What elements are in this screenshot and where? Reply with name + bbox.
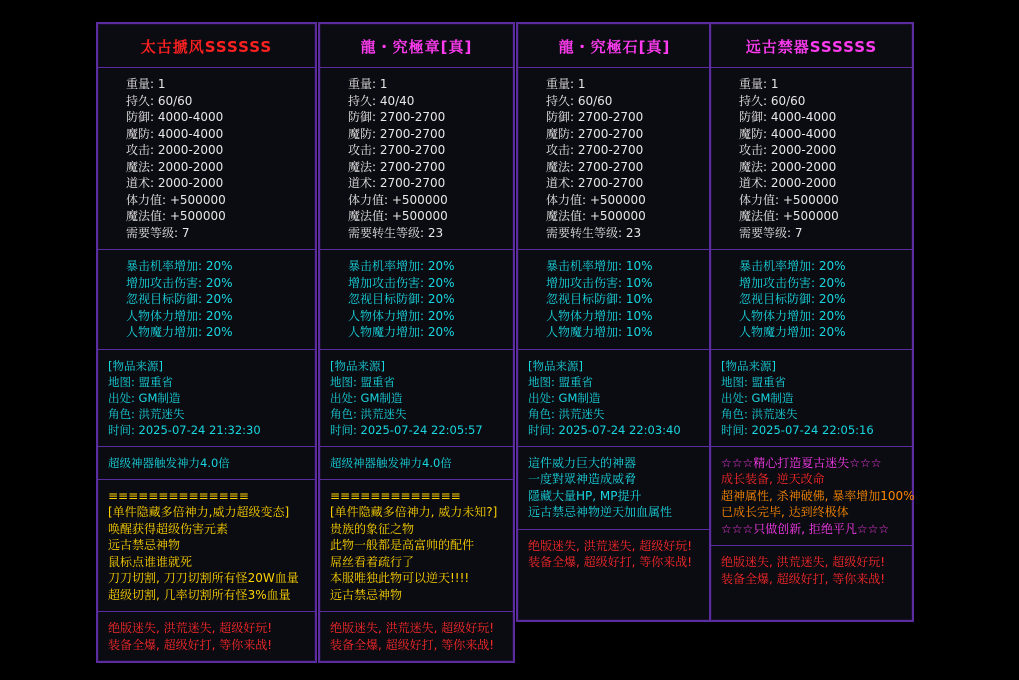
stats-line: 魔法: 2000-2000 — [739, 159, 837, 174]
stats-line: 体力值: +500000 — [739, 192, 839, 207]
source-line: 出处: GM制造 — [528, 390, 601, 405]
section-flavor — [711, 447, 915, 546]
stats-line: 持久: 40/40 — [348, 93, 415, 108]
item-tooltip — [709, 22, 914, 622]
source-line: 地图: 盟重省 — [721, 374, 787, 389]
source-line: 角色: 洪荒迷失 — [108, 406, 185, 421]
section-ad — [518, 530, 711, 579]
flavor-line: ☆☆☆精心打造夏古迷失☆☆☆ — [721, 455, 882, 470]
flavor-line: 隱藏大量HP, MP提升 — [528, 488, 642, 503]
section-stats — [320, 68, 513, 249]
stats-line: 持久: 60/60 — [739, 93, 806, 108]
stats-line: 魔法值: +500000 — [546, 209, 646, 223]
stats-line: 魔法值: +500000 — [348, 209, 448, 223]
source-line: [物品来源] — [528, 358, 583, 373]
stats-line: 防御: 4000-4000 — [126, 110, 224, 124]
item-title: 太古搋风SSSSSS — [140, 38, 273, 56]
stats-line: 魔法: 2000-2000 — [126, 159, 224, 174]
stats-line: 持久: 60/60 — [126, 93, 193, 108]
bonuses-line: 人物体力增加: 20% — [739, 308, 846, 323]
source-line: [物品来源] — [108, 358, 163, 373]
section-special — [320, 447, 513, 479]
flavor-line: 此物一般都是高富帅的配件 — [330, 538, 475, 552]
bonuses-line: 暴击机率增加: 20% — [348, 259, 455, 273]
bonuses-line: 人物魔力增加: 20% — [739, 325, 846, 339]
ad-line: 绝版迷失, 洪荒迷失, 超级好玩! — [330, 621, 495, 635]
stats-line: 魔法值: +500000 — [739, 209, 839, 223]
stats-line: 重量: 1 — [126, 77, 166, 91]
ad-line: 装备全爆, 超级好打, 等你来战! — [721, 571, 886, 586]
stats-line: 攻击: 2700-2700 — [348, 143, 446, 157]
ad-line: 装备全爆, 超级好打, 等你来战! — [528, 555, 693, 569]
section-flavor — [320, 480, 513, 612]
bonuses-line: 忽视目标防御: 20% — [739, 292, 846, 306]
section-stats — [518, 68, 711, 249]
stats-line: 魔法: 2700-2700 — [348, 159, 446, 174]
flavor-line: 一度對眾神造成威脅 — [528, 472, 637, 486]
section-source — [518, 350, 711, 446]
source-line: 出处: GM制造 — [721, 390, 794, 405]
flavor-line: 這件威力巨大的神器 — [528, 455, 637, 470]
section-stats — [98, 68, 315, 249]
bonuses-line: 忽视目标防御: 20% — [126, 292, 233, 306]
stats-line: 道术: 2700-2700 — [348, 176, 446, 190]
section-bonuses — [98, 250, 315, 349]
source-line: 时间: 2025-07-24 22:05:16 — [721, 422, 874, 437]
stats-line: 需要等级: 7 — [739, 225, 803, 240]
flavor-line: 超级切割, 几率切割所有怪3%血量 — [108, 587, 291, 602]
flavor-line: 已成长完毕, 达到终极体 — [721, 505, 849, 519]
section-bonuses — [320, 250, 513, 349]
section-flavor — [98, 480, 315, 612]
item-tooltip — [516, 22, 713, 622]
flavor-line: 屌丝看着疏行了 — [330, 554, 415, 569]
item-title: 远古禁器SSSSSS — [745, 38, 878, 56]
source-line: 角色: 洪荒迷失 — [330, 406, 407, 421]
section-flavor — [518, 447, 711, 529]
ad-line: 绝版迷失, 洪荒迷失, 超级好玩! — [108, 621, 273, 635]
source-line: 角色: 洪荒迷失 — [721, 406, 798, 421]
ad-line: 装备全爆, 超级好打, 等你来战! — [330, 637, 495, 652]
bonuses-line: 暴击机率增加: 20% — [739, 259, 846, 273]
special-line: 超级神器触发神力4.0倍 — [330, 455, 452, 470]
flavor-line: ☆☆☆只做创新, 拒绝平凡☆☆☆ — [721, 521, 890, 536]
source-line: 出处: GM制造 — [108, 390, 181, 405]
flavor-line: 远古禁忌神物 — [330, 587, 403, 602]
bonuses-line: 人物魔力增加: 20% — [348, 325, 455, 339]
stats-line: 重量: 1 — [546, 77, 586, 91]
source-line: 时间: 2025-07-24 22:05:57 — [330, 422, 483, 437]
stats-line: 攻击: 2000-2000 — [126, 143, 224, 157]
stats-line: 魔防: 2700-2700 — [546, 126, 644, 141]
stats-line: 魔防: 4000-4000 — [739, 126, 837, 141]
item-tooltip — [96, 22, 317, 663]
source-line: 地图: 盟重省 — [330, 374, 396, 389]
flavor-line: [单件隐藏多倍神力, 威力未知?] — [330, 505, 498, 519]
stats-line: 道术: 2000-2000 — [126, 176, 224, 190]
bonuses-line: 人物体力增加: 20% — [348, 308, 455, 323]
source-line: 时间: 2025-07-24 21:32:30 — [108, 422, 261, 437]
stats-line: 攻击: 2000-2000 — [739, 143, 837, 157]
stats-line: 持久: 60/60 — [546, 93, 613, 108]
bonuses-line: 人物体力增加: 20% — [126, 308, 233, 323]
stats-line: 魔法值: +500000 — [126, 209, 226, 223]
flavor-line: 本服唯独此物可以逆天!!!! — [330, 571, 470, 585]
flavor-line: [单件隐藏多倍神力,威力超级变态] — [108, 505, 290, 519]
stats-line: 需要转生等级: 23 — [348, 225, 444, 240]
flavor-line: 超神属性, 杀神破佛, 暴率增加100% — [721, 488, 915, 503]
stats-line: 魔防: 2700-2700 — [348, 126, 446, 141]
source-line: 角色: 洪荒迷失 — [528, 406, 605, 421]
flavor-line: 贵族的象征之物 — [330, 521, 415, 536]
bonuses-line: 忽视目标防御: 10% — [546, 292, 653, 306]
flavor-line: ≡≡≡≡≡≡≡≡≡≡≡≡≡≡ — [108, 488, 249, 503]
flavor-line: 远古禁忌神物 — [108, 538, 181, 552]
source-line: 时间: 2025-07-24 22:03:40 — [528, 422, 681, 437]
source-line: [物品来源] — [330, 358, 385, 373]
ad-line: 绝版迷失, 洪荒迷失, 超级好玩! — [721, 555, 886, 569]
ad-line: 装备全爆, 超级好打, 等你来战! — [108, 637, 273, 652]
stats-line: 魔防: 4000-4000 — [126, 126, 224, 141]
stats-line: 防御: 2700-2700 — [546, 110, 644, 124]
section-source — [320, 350, 513, 446]
section-special — [98, 447, 315, 479]
bonuses-line: 人物魔力增加: 10% — [546, 325, 653, 339]
stats-line: 攻击: 2700-2700 — [546, 143, 644, 157]
flavor-line: 刀刀切割, 刀刀切割所有怪20W血量 — [108, 571, 299, 585]
source-line: 出处: GM制造 — [330, 390, 403, 405]
source-line: 地图: 盟重省 — [528, 374, 594, 389]
stats-line: 重量: 1 — [348, 77, 388, 91]
bonuses-line: 增加攻击伤害: 20% — [348, 275, 455, 290]
flavor-line: 唤醒获得超级伤害元素 — [108, 521, 229, 536]
flavor-line: ≡≡≡≡≡≡≡≡≡≡≡≡≡ — [330, 488, 461, 503]
flavor-line: 成长装备, 逆天改命 — [721, 472, 825, 486]
bonuses-line: 增加攻击伤害: 20% — [739, 275, 846, 290]
item-title: 龍・究極章[真] — [360, 38, 473, 56]
bonuses-line: 人物魔力增加: 20% — [126, 325, 233, 339]
bonuses-line: 增加攻击伤害: 10% — [546, 275, 653, 290]
stats-line: 防御: 2700-2700 — [348, 110, 446, 124]
section-ad — [711, 546, 912, 595]
bonuses-line: 忽视目标防御: 20% — [348, 292, 455, 306]
stats-line: 需要转生等级: 23 — [546, 225, 642, 240]
stats-line: 需要等级: 7 — [126, 225, 190, 240]
bonuses-line: 暴击机率增加: 20% — [126, 259, 233, 273]
item-title: 龍・究極石[真] — [558, 38, 671, 56]
stats-line: 道术: 2700-2700 — [546, 176, 644, 190]
item-tooltip — [318, 22, 515, 663]
bonuses-line: 暴击机率增加: 10% — [546, 259, 653, 273]
flavor-line: 鼠标点谁谁就死 — [108, 554, 193, 569]
section-ad — [320, 612, 513, 661]
stats-line: 体力值: +500000 — [126, 192, 226, 207]
section-bonuses — [518, 250, 711, 349]
bonuses-line: 人物体力增加: 10% — [546, 308, 653, 323]
bonuses-line: 增加攻击伤害: 20% — [126, 275, 233, 290]
special-line: 超级神器触发神力4.0倍 — [108, 455, 230, 470]
stats-line: 体力值: +500000 — [546, 192, 646, 207]
flavor-line: 远古禁忌神物逆天加血属性 — [528, 505, 673, 519]
section-ad — [98, 612, 315, 661]
stats-line: 道术: 2000-2000 — [739, 176, 837, 190]
stats-line: 魔法: 2700-2700 — [546, 159, 644, 174]
stats-line: 重量: 1 — [739, 77, 779, 91]
section-stats — [711, 68, 912, 249]
stats-line: 防御: 4000-4000 — [739, 110, 837, 124]
source-line: [物品来源] — [721, 358, 776, 373]
section-source — [711, 350, 912, 446]
source-line: 地图: 盟重省 — [108, 374, 174, 389]
stats-line: 体力值: +500000 — [348, 192, 448, 207]
section-source — [98, 350, 315, 446]
ad-line: 绝版迷失, 洪荒迷失, 超级好玩! — [528, 538, 693, 553]
section-bonuses — [711, 250, 912, 349]
